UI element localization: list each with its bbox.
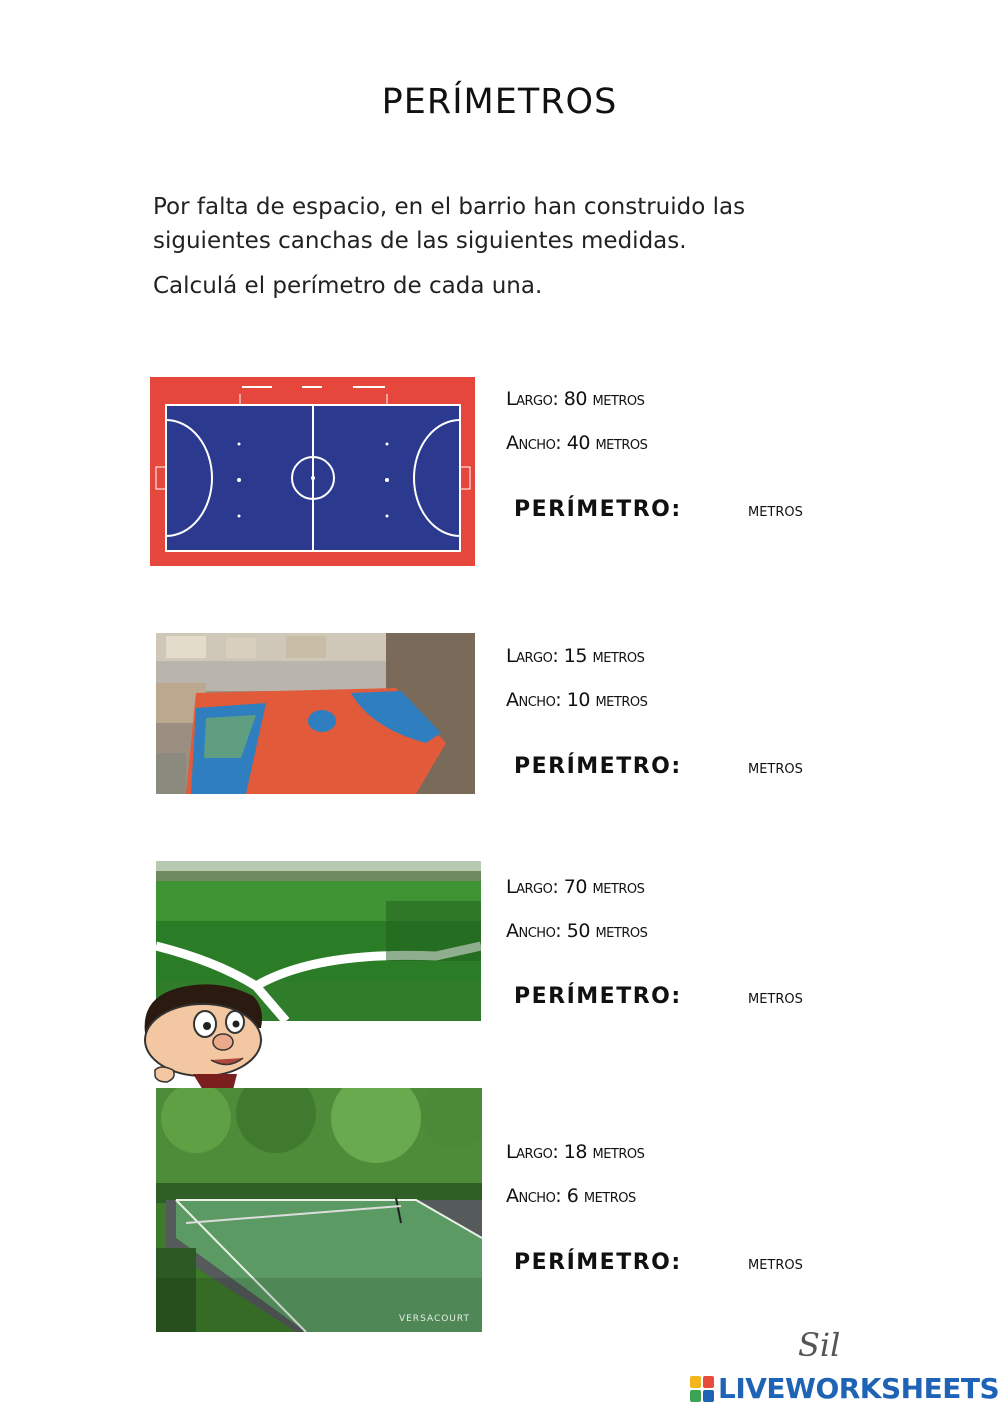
tennis-court-image — [156, 1088, 482, 1332]
court4-width: Ancho: 6 metros — [506, 1185, 636, 1207]
photo-watermark: VERSACOURT — [398, 1314, 470, 1324]
court1-width: Ancho: 40 metros — [506, 432, 648, 454]
court1-length: Largo: 80 metros — [506, 388, 645, 410]
court2-width: Ancho: 10 metros — [506, 689, 648, 711]
court3-perimeter-label: PERÍMETRO: — [514, 984, 682, 1009]
mr-bean-cartoon-image — [133, 978, 273, 1090]
court4-perimeter-label: PERÍMETRO: — [514, 1250, 682, 1275]
court1-unit: metros — [748, 500, 803, 521]
court3-width: Ancho: 50 metros — [506, 920, 648, 942]
court1-perimeter-input[interactable] — [660, 498, 740, 524]
court3-perimeter-input[interactable] — [660, 985, 740, 1011]
court4-length: Largo: 18 metros — [506, 1141, 645, 1163]
task-instruction: Calculá el perímetro de cada una. — [153, 273, 543, 299]
court4-perimeter-input[interactable] — [660, 1251, 740, 1277]
court3-length: Largo: 70 metros — [506, 876, 645, 898]
court2-length: Largo: 15 metros — [506, 645, 645, 667]
intro-text: Por falta de espacio, en el barrio han construido las siguientes canchas de las siguientes medidas. — [153, 194, 746, 254]
author-signature: Sil — [798, 1326, 841, 1364]
multisport-court-image — [156, 633, 475, 794]
brand-name: LIVEWORKSHEETS — [718, 1372, 999, 1405]
liveworksheets-logo[interactable] — [690, 1372, 999, 1405]
futsal-court-image — [150, 377, 475, 566]
court2-perimeter-input[interactable] — [660, 755, 740, 781]
court2-unit: metros — [748, 757, 803, 778]
court4-unit: metros — [748, 1253, 803, 1274]
liveworksheets-icon — [690, 1376, 714, 1402]
page-title: PERÍMETROS — [381, 82, 618, 122]
court1-perimeter-label: PERÍMETRO: — [514, 497, 682, 522]
court2-perimeter-label: PERÍMETRO: — [514, 754, 682, 779]
court3-unit: metros — [748, 987, 803, 1008]
